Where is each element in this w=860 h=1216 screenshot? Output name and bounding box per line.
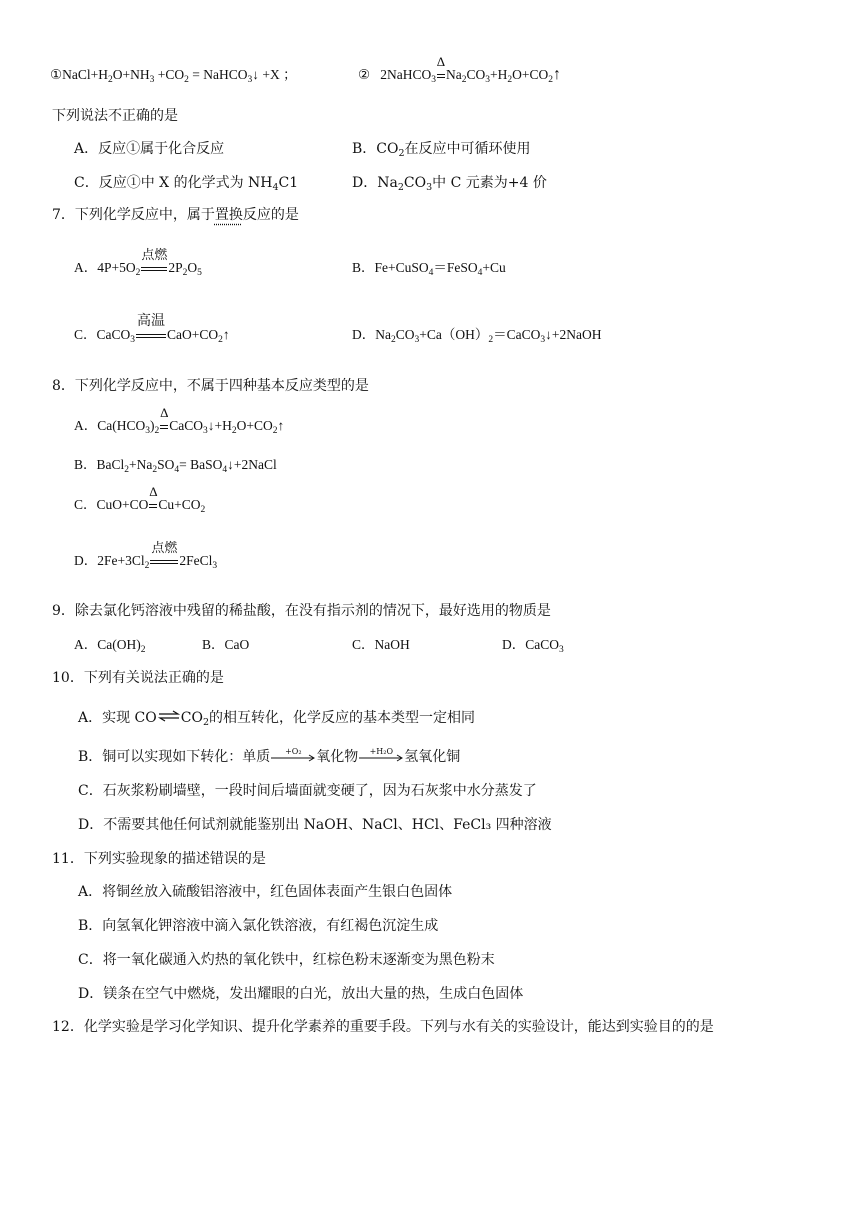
q8-stem: 8．下列化学反应中，不属于四种基本反应类型的是 <box>52 378 369 394</box>
q6-option-a[interactable]: A．反应①属于化合反应 <box>74 141 225 157</box>
q6-equation-1: $①NaCl+H_2O+NH_3 +CO_2$ = NaHCO$_3$↓ +X ； <box>50 67 297 85</box>
heat-condition-equals: Δ <box>159 417 169 435</box>
q9-option-d[interactable]: D．CaCO$_3$ <box>502 637 564 655</box>
q11-option-b[interactable]: B．向氢氧化钾溶液中滴入氯化铁溶液，有红褐色沉淀生成 <box>78 918 439 934</box>
circled-number-2: ② <box>358 67 371 82</box>
q10-option-a[interactable]: A．实现 CO $CO_2$的相互转化，化学反应的基本类型一定相同 <box>78 710 475 728</box>
high-temp-condition: 高温 <box>135 326 167 344</box>
q8-option-b[interactable]: B．$BaCl_2+Na_2SO_4=$ BaSO$_4$↓+2NaCl <box>74 457 277 475</box>
ignite-condition: 点燃 <box>149 552 179 570</box>
q12-stem: 12．化学实验是学习化学知识、提升化学素养的重要手段。下列与水有关的实验设计，能达到实验目的的是 <box>52 1019 714 1035</box>
circled-number-1: ① <box>50 67 63 82</box>
q9-option-a[interactable]: A．$Ca(OH)_2$ <box>74 637 146 655</box>
q7-option-d[interactable]: D．$Na_2CO_3+Ca(OH)_2=CaCO_3↓+2NaOH$ <box>352 327 602 345</box>
q6-option-c[interactable]: C．反应①中 X 的化学式为 $NH_4C1$ <box>74 175 299 193</box>
ignite-condition: 点燃 <box>140 259 168 277</box>
q9-option-b[interactable]: B．CaO <box>202 637 250 652</box>
q11-option-c[interactable]: C．将一氧化碳通入灼热的氧化铁中，红棕色粉末逐渐变为黑色粉末 <box>78 952 495 968</box>
q8-option-a[interactable]: A．$Ca(HCO_3)_2$ Δ $CaCO_3↓+H_2O+CO_2↑$ <box>74 405 285 436</box>
emphasis-dots: 置换 <box>214 207 243 223</box>
q6-stem: 下列说法不正确的是 <box>52 108 178 124</box>
q10-option-d[interactable]: D．不需要其他任何试剂就能鉴别出 NaOH、NaCl、HCl、FeCl₃ 四种溶液 <box>78 817 552 833</box>
q10-option-b[interactable]: B．铜可以实现如下转化：单质 +O₂ 氧化物 +H₂O 氢氧化铜 <box>78 747 461 765</box>
q7-stem: 7．下列化学反应中，属于置换反应的是 <box>52 207 299 223</box>
heat-condition-equals: Δ <box>148 496 158 514</box>
q10-stem: 10．下列有关说法正确的是 <box>52 670 224 686</box>
q11-option-a[interactable]: A．将铜丝放入硫酸铝溶液中，红色固体表面产生银白色固体 <box>78 884 453 900</box>
heat-condition-equals: Δ <box>436 66 446 84</box>
q6-equation-2: ② 2NaHCO$_3$ Δ $Na_2CO_3+H_2O+CO_2↑$ <box>358 54 561 85</box>
q8-option-c[interactable]: C．CuO+CO Δ $Cu+CO_2$ <box>74 484 206 515</box>
q9-option-c[interactable]: C．NaOH <box>352 637 410 652</box>
q6-option-d[interactable]: D．$Na_2CO_3$中 C 元素为+4 价 <box>352 175 547 193</box>
reversible-arrow-icon <box>157 709 181 727</box>
q7-option-c[interactable]: C．CaCO$_3$ 高温 $CaO+CO_2↑$ <box>74 314 230 345</box>
q8-option-d[interactable]: D．$2Fe+3Cl_2$ 点燃 2FeCl$_3$ <box>74 540 218 571</box>
q6-option-b[interactable]: B．$CO_2$在反应中可循环使用 <box>352 141 531 159</box>
q9-stem: 9．除去氯化钙溶液中残留的稀盐酸，在没有指示剂的情况下，最好选用的物质是 <box>52 603 551 619</box>
q10-option-c[interactable]: C．石灰浆粉刷墙壁，一段时间后墙面就变硬了，因为石灰浆中水分蒸发了 <box>78 783 537 799</box>
q7-option-b[interactable]: B．Fe+CuSO$_4$＝FeSO$_4$+Cu <box>352 260 506 278</box>
arrow-oxygen-icon: +O₂ <box>270 750 316 764</box>
q7-option-a[interactable]: A．$4P+5O_2$ 点燃 $2P_2O_5$ <box>74 247 202 278</box>
arrow-water-icon: +H₂O <box>358 750 404 764</box>
q11-option-d[interactable]: D．镁条在空气中燃烧，发出耀眼的白光，放出大量的热，生成白色固体 <box>78 986 524 1002</box>
q11-stem: 11．下列实验现象的描述错误的是 <box>52 851 266 867</box>
